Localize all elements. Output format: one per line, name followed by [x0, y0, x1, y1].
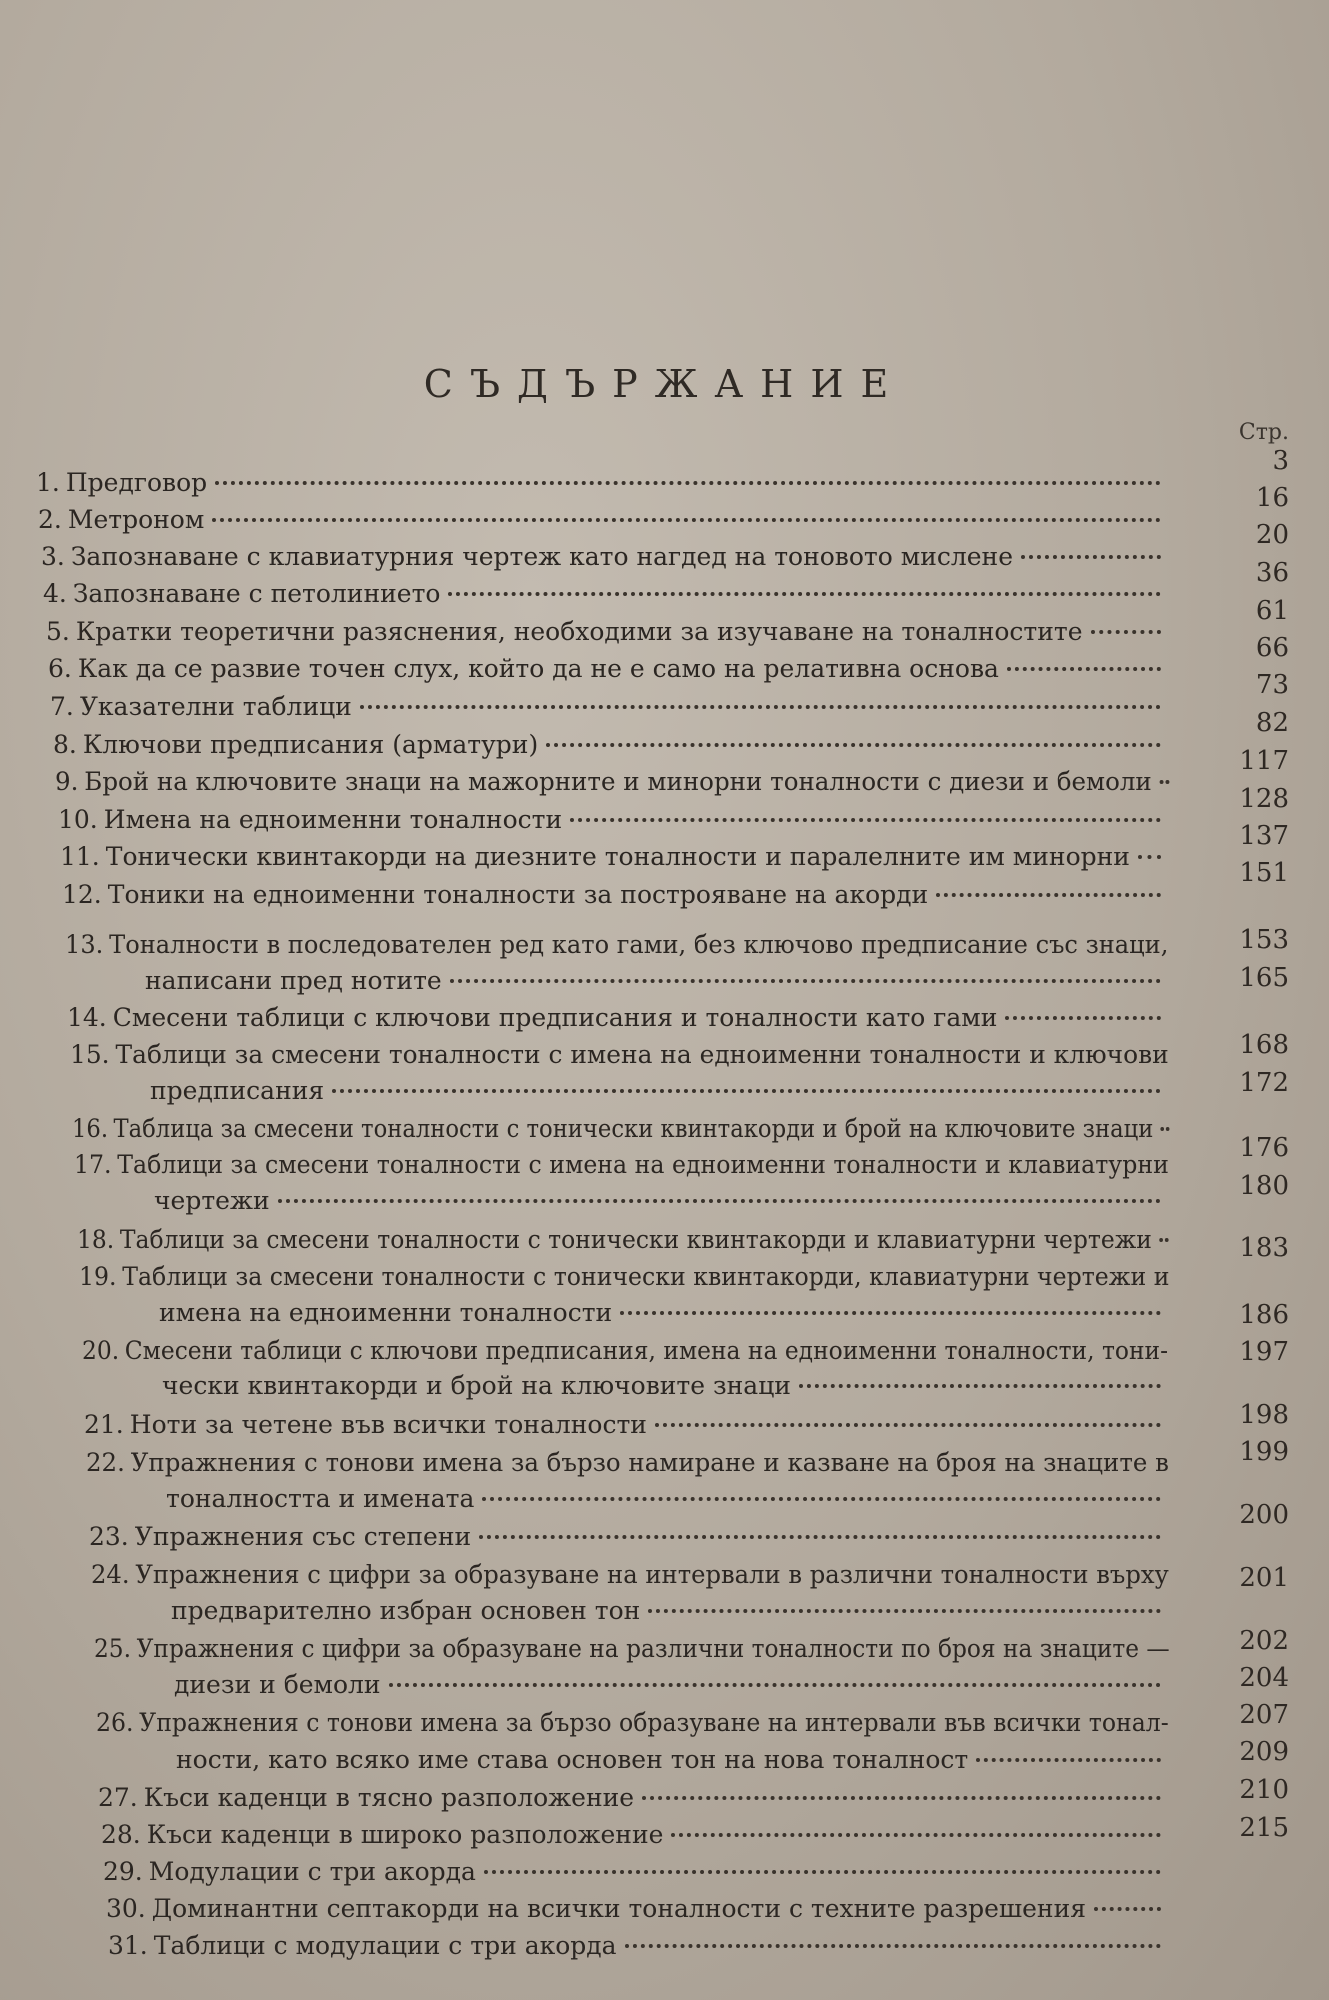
dot-leader	[799, 1380, 1161, 1388]
page-number: 197	[1239, 1337, 1289, 1367]
entry-title: Упражнения с цифри за образуване на различни тоналности по броя на знаците —	[136, 1634, 1170, 1663]
entry-title: чертежи	[154, 1186, 270, 1215]
dot-leader	[278, 1195, 1161, 1203]
toc-entry	[86, 1484, 1169, 1514]
page-number: 3	[1272, 446, 1289, 476]
page-number: 168	[1239, 1030, 1289, 1060]
toc-entry	[103, 1857, 1169, 1887]
dot-leader	[450, 975, 1161, 983]
toc-entry	[55, 767, 1169, 797]
dot-leader	[1138, 851, 1161, 859]
toc-entry	[101, 1820, 1169, 1850]
page-number: 186	[1239, 1300, 1289, 1330]
entry-title: Запознаване с петолинието	[72, 579, 441, 608]
entry-number: 17.	[74, 1150, 112, 1179]
entry-title: предписания	[150, 1076, 325, 1105]
dot-leader	[482, 1493, 1161, 1501]
page-number: 204	[1239, 1663, 1289, 1693]
entry-number: 2.	[38, 505, 62, 534]
entry-title: Как да се развие точен слух, който да не е само на релативна основа	[77, 654, 999, 683]
dot-leader	[625, 1940, 1161, 1948]
toc-entry	[74, 1186, 1169, 1216]
entry-number: 14.	[67, 1003, 107, 1032]
dot-leader	[479, 1531, 1161, 1539]
entry-title: написани пред нотите	[145, 966, 442, 995]
entry-number: 4.	[43, 579, 67, 608]
entry-title: Смесени таблици с ключови предписания и тоналности като гами	[112, 1003, 998, 1032]
page-number: 200	[1239, 1500, 1289, 1530]
page-number: 199	[1239, 1437, 1289, 1467]
dot-leader	[332, 1085, 1161, 1093]
toc-entry	[82, 1371, 1169, 1401]
entry-title: Таблици с модулации с три акорда	[153, 1931, 617, 1960]
entry-title: Метроном	[67, 505, 205, 534]
page-number: 61	[1255, 596, 1289, 626]
entry-title: Упражнения със степени	[134, 1522, 472, 1551]
dot-leader	[1091, 626, 1161, 634]
entry-title: Указателни таблици	[79, 692, 352, 721]
entry-title: Брой на ключовите знаци на мажорните и минорни тоналности с диези и бемоли	[84, 767, 1152, 796]
entry-title: Имена на едноименни тоналности	[103, 805, 563, 834]
entry-title: ности, като всяко име става основен тон на нова тоналност	[176, 1745, 969, 1774]
toc-entry	[84, 1410, 1169, 1440]
entry-title: Модулации с три акорда	[148, 1857, 476, 1886]
entry-number: 6.	[48, 654, 72, 683]
toc-entry	[91, 1596, 1169, 1626]
entry-number: 10.	[58, 805, 98, 834]
page-number: 20	[1255, 520, 1289, 550]
toc-entry	[41, 542, 1169, 572]
toc-entry	[79, 1262, 1169, 1292]
dot-leader	[389, 1679, 1161, 1687]
dot-leader	[215, 477, 1161, 485]
toc-entry	[72, 1114, 1169, 1144]
page-title: СЪДЪРЖАНИЕ	[423, 362, 906, 406]
toc-entry	[46, 617, 1169, 647]
page-number: 82	[1255, 708, 1289, 738]
toc-entry	[86, 1448, 1169, 1478]
entry-title: чески квинтакорди и брой на ключовите знаци	[162, 1371, 791, 1400]
entry-number: 30.	[106, 1894, 146, 1923]
dot-leader	[212, 514, 1161, 522]
toc-entry	[62, 880, 1169, 910]
entry-number: 9.	[55, 767, 79, 796]
toc-entry	[65, 930, 1169, 960]
dot-leader	[976, 1754, 1161, 1762]
toc-entry	[65, 966, 1169, 996]
toc-entry	[36, 468, 1169, 498]
dot-leader	[484, 1866, 1161, 1874]
dot-leader	[570, 814, 1161, 822]
entry-title: Таблици за смесени тоналности с тонически квинтакорди и клавиатурни чертежи	[119, 1225, 1152, 1254]
page-column-label: Стр.	[1238, 420, 1289, 445]
entry-number: 8.	[53, 730, 77, 759]
page-number: 210	[1239, 1775, 1289, 1805]
page-number: 209	[1239, 1737, 1289, 1767]
entry-number: 22.	[86, 1448, 125, 1477]
entry-title: Смесени таблици с ключови предписания, имена на едноименни тоналности, тони-	[124, 1336, 1169, 1365]
toc-entry	[79, 1298, 1169, 1328]
dot-leader	[1159, 1234, 1168, 1242]
toc-entry	[38, 505, 1169, 535]
entry-title: Ноти за четене във всички тоналности	[129, 1410, 647, 1439]
entry-title: Таблица за смесени тоналности с тонически квинтакорди и брой на ключовите знаци	[113, 1114, 1154, 1143]
entry-number: 1.	[36, 468, 60, 497]
page-number: 215	[1239, 1813, 1289, 1843]
entry-title: Ключови предписания (арматури)	[82, 730, 539, 759]
toc-entry	[70, 1076, 1169, 1106]
entry-title: Таблици за смесени тоналности с тонически квинтакорди, клавиатурни чертежи и	[122, 1262, 1170, 1291]
dot-leader	[655, 1419, 1161, 1427]
toc-entry	[94, 1670, 1169, 1700]
entry-title: Предговор	[65, 468, 208, 497]
page-number: 183	[1239, 1233, 1289, 1263]
dot-leader	[1021, 551, 1161, 559]
entry-title: Доминантни септакорди на всички тоналности с техните разрешения	[151, 1894, 1087, 1923]
entry-title: Тонически квинтакорди на диезните тоналности и паралелните им минорни	[105, 842, 1130, 871]
entry-title: Тоники на едноименни тоналности за построяване на акорди	[107, 880, 929, 909]
toc-entry	[82, 1336, 1168, 1366]
entry-title: Упражнения с тонови имена за бързо намиране и казване на броя на знаците в	[130, 1448, 1169, 1477]
toc-entry	[96, 1708, 1169, 1738]
toc-entry	[48, 654, 1169, 684]
toc-entry	[70, 1040, 1168, 1070]
page-number: 165	[1239, 963, 1289, 993]
entry-title: Упражнения с тонови имена за бързо образуване на интервали във всички тонал-	[139, 1708, 1169, 1737]
dot-leader	[448, 588, 1161, 596]
toc-entry	[106, 1894, 1169, 1924]
page-number: 117	[1239, 746, 1289, 776]
entry-number: 21.	[84, 1410, 124, 1439]
dot-leader	[620, 1307, 1161, 1315]
page-number: 202	[1239, 1626, 1289, 1656]
entry-number: 15.	[70, 1040, 110, 1069]
entry-title: Таблици за смесени тоналности с имена на едноименни тоналности и клавиатурни	[117, 1150, 1169, 1179]
entry-title: диези и бемоли	[174, 1670, 381, 1699]
page-number: 180	[1239, 1171, 1289, 1201]
dot-leader	[648, 1605, 1161, 1613]
entry-number: 24.	[91, 1560, 130, 1589]
entry-number: 13.	[65, 930, 104, 959]
entry-number: 16.	[72, 1114, 109, 1143]
entry-number: 7.	[50, 692, 74, 721]
dot-leader	[546, 739, 1161, 747]
toc-entry	[77, 1225, 1169, 1255]
dot-leader	[1160, 776, 1170, 784]
entry-number: 28.	[101, 1820, 141, 1849]
toc-entry	[108, 1931, 1169, 1961]
entry-number: 3.	[41, 542, 65, 571]
toc-entry	[60, 842, 1169, 872]
toc-entry	[91, 1560, 1169, 1590]
page-number: 73	[1255, 670, 1289, 700]
entry-number: 19.	[79, 1262, 117, 1291]
entry-number: 12.	[62, 880, 102, 909]
toc-entry	[58, 805, 1169, 835]
dot-leader	[1007, 663, 1161, 671]
entry-number: 27.	[98, 1783, 138, 1812]
toc-entry	[96, 1745, 1169, 1775]
entry-title: Запознаване с клавиатурния чертеж като нагдед на тоновото мислене	[70, 542, 1013, 571]
dot-leader	[1161, 1123, 1170, 1131]
entry-number: 23.	[89, 1522, 129, 1551]
entry-title: Упражнения с цифри за образуване на интервали в различни тоналности върху	[135, 1560, 1169, 1589]
entry-number: 20.	[82, 1336, 120, 1365]
entry-number: 31.	[108, 1931, 148, 1960]
entry-title: имена на едноименни тоналности	[159, 1298, 613, 1327]
dot-leader	[642, 1792, 1161, 1800]
page-number: 66	[1255, 633, 1289, 663]
toc-entry	[53, 730, 1169, 760]
toc-entry	[74, 1150, 1169, 1180]
page-number: 207	[1239, 1700, 1289, 1730]
page-number: 36	[1255, 558, 1289, 588]
entry-title: Кратки теоретични разяснения, необходими за изучаване на тоналностите	[75, 617, 1083, 646]
page-number: 151	[1239, 858, 1289, 888]
toc-entry	[98, 1783, 1169, 1813]
dot-leader	[1094, 1903, 1161, 1911]
entry-title: тоналността и имената	[166, 1484, 475, 1513]
page-number: 176	[1239, 1133, 1289, 1163]
dot-leader	[936, 889, 1161, 897]
entry-number: 11.	[60, 842, 100, 871]
entry-title: предварително избран основен тон	[171, 1596, 641, 1625]
toc-entry	[50, 692, 1169, 722]
entry-title: Тоналности в последователен ред като гами, без ключово предписание със знаци,	[109, 930, 1169, 959]
entry-number: 5.	[46, 617, 70, 646]
page-number: 153	[1239, 925, 1289, 955]
toc-entry	[67, 1003, 1169, 1033]
entry-number: 25.	[94, 1634, 132, 1663]
page-number: 172	[1239, 1068, 1289, 1098]
page-number: 198	[1239, 1400, 1289, 1430]
entry-number: 29.	[103, 1857, 143, 1886]
dot-leader	[1005, 1012, 1161, 1020]
entry-number: 18.	[77, 1225, 115, 1254]
dot-leader	[671, 1829, 1161, 1837]
page-number: 137	[1239, 821, 1289, 851]
toc-entry	[43, 579, 1169, 609]
dot-leader	[360, 701, 1161, 709]
toc-entry	[94, 1634, 1169, 1664]
entry-number: 26.	[96, 1708, 134, 1737]
entry-title: Къси каденци в широко разположение	[146, 1820, 664, 1849]
page-number: 16	[1255, 483, 1289, 513]
toc-entry	[89, 1522, 1169, 1552]
page-number: 201	[1239, 1563, 1289, 1593]
page-number: 128	[1239, 784, 1289, 814]
entry-title: Къси каденци в тясно разположение	[143, 1783, 635, 1812]
entry-title: Таблици за смесени тоналности с имена на едноименни тоналности и ключови	[115, 1040, 1169, 1069]
